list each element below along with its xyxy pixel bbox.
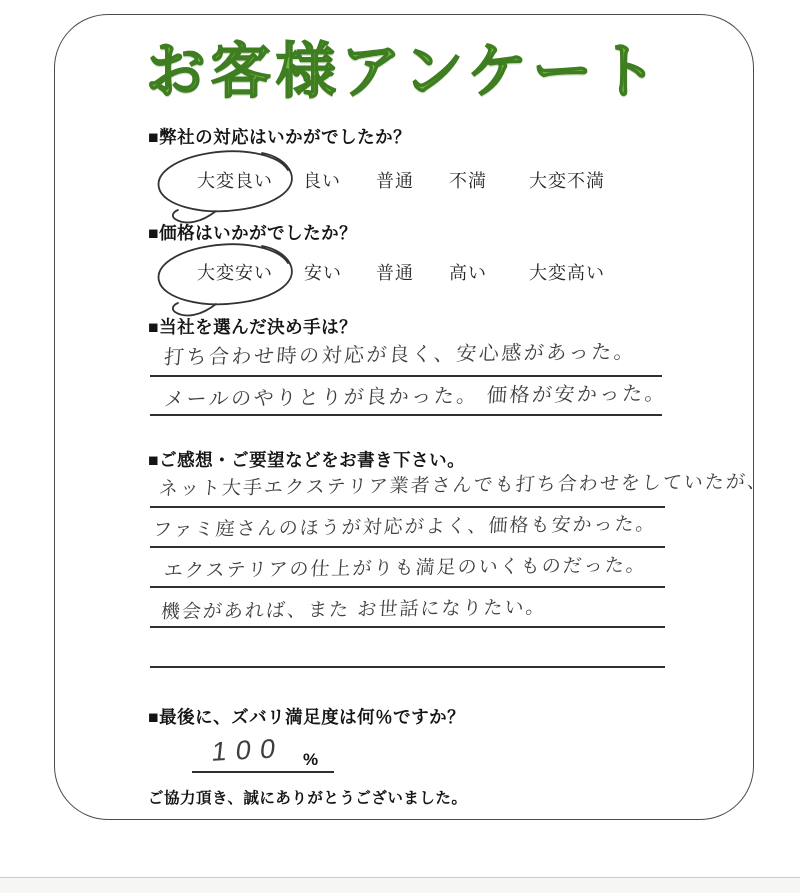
answer-line [150, 546, 665, 548]
answer-line [150, 666, 665, 668]
handwritten-answer: エクステリアの仕上がりも満足のいくものだった。 [163, 555, 648, 583]
handwritten-answer: 打ち合わせ時の対応が良く、安心感があった。 [163, 341, 638, 370]
q2-option-very-cheap[interactable]: 大変安い [197, 263, 273, 283]
q2-option-expensive[interactable]: 高い [449, 263, 487, 283]
answer-line [150, 586, 665, 588]
q1-option-normal[interactable]: 普通 [376, 171, 414, 191]
q1-option-dissatisfied[interactable]: 不満 [449, 171, 487, 191]
answer-line [150, 626, 665, 628]
handwritten-answer: 機会があれば、また お世話になりたい。 [160, 597, 548, 624]
q2-option-cheap[interactable]: 安い [304, 263, 342, 283]
question-2-label: ■価格はいかがでしたか？ [148, 223, 358, 243]
scan-edge-band [0, 878, 800, 893]
question-1-label: ■弊社の対応はいかがでしたか？ [148, 127, 412, 147]
handwritten-answer: ファミ庭さんのほうが対応がよく、価格も安かった。 [152, 513, 658, 542]
answer-line [150, 414, 662, 416]
score-answer-line [192, 771, 334, 773]
answer-line [150, 375, 662, 377]
handwritten-answer: メールのやりとりが良かった。 価格が安かった。 [163, 382, 668, 412]
question-3-label: ■当社を選んだ決め手は？ [148, 317, 358, 337]
answer-line [150, 506, 665, 508]
page-title: お客様アンケート [145, 37, 663, 107]
question-4-label: ■ご感想・ご要望などをお書き下さい。 [148, 450, 466, 470]
percent-unit-label: % [303, 750, 319, 769]
question-5-label: ■最後に、ズバリ満足度は何％ですか？ [148, 707, 466, 727]
q1-option-very-dissatisfied[interactable]: 大変不満 [529, 171, 605, 191]
q2-option-normal[interactable]: 普通 [376, 263, 414, 283]
q1-option-very-good[interactable]: 大変良い [197, 171, 273, 191]
q1-option-good[interactable]: 良い [303, 171, 341, 191]
handwritten-answer: ネット大手エクステリア業者さんでも打ち合わせをしていたが、 [158, 471, 769, 501]
handwritten-satisfaction-score: 100 [210, 733, 286, 767]
q2-option-very-expensive[interactable]: 大変高い [529, 263, 605, 283]
thank-you-note: ご協力頂き、誠にありがとうございました。 [148, 790, 468, 807]
